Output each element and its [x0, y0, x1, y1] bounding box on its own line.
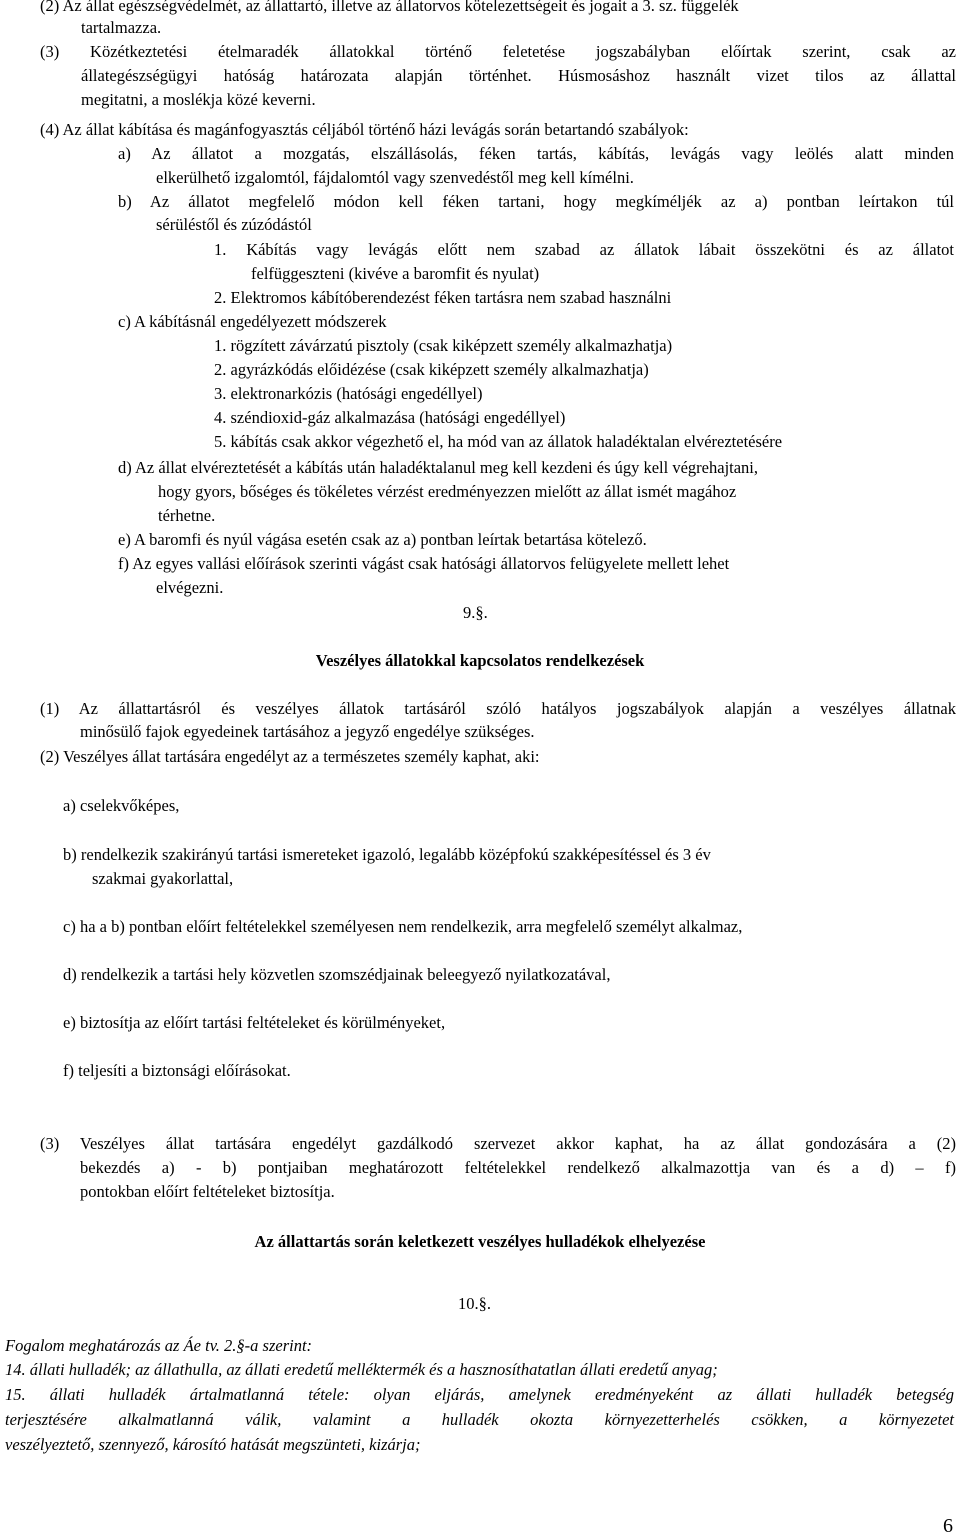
- item-e: e) A baromfi és nyúl vágása esetén csak az a) pontban leírtak betartása kötelező.: [118, 530, 647, 549]
- paragraph-2-line-2: tartalmazza.: [81, 18, 162, 37]
- item-d-line-2: hogy gyors, bőséges és tökéletes vérzést eredményezzen mielőtt az állat ismét magához: [158, 482, 737, 501]
- item-b2: 2. Elektromos kábítóberendezést féken tartásra nem szabad használni: [214, 288, 672, 307]
- paragraph-3-line-3: megitatni, a moslékja közé keverni.: [81, 90, 316, 109]
- item-d-line-1: d) Az állat elvéreztetését a kábítás után haladéktalanul meg kell kezdeni és úgy kell végrehajtani,: [118, 458, 759, 477]
- section-9-item-f: f) teljesíti a biztonsági előírásokat.: [63, 1061, 291, 1080]
- definition-heading: Fogalom meghatározás az Áe tv. 2.§-a szerint:: [5, 1336, 313, 1355]
- item-b1-line-2: felfüggeszteni (kivéve a baromfit és nyulat): [251, 264, 540, 283]
- section-10-number: 10.§.: [458, 1294, 491, 1313]
- paragraph-3-line-2: állategészségügyi hatóság határozata alapján történhet. Húsmosáshoz használt vizet tilos az állattal: [81, 66, 956, 85]
- item-a-line-1: a) Az állatot a mozgatás, elszállásolás, féken tartás, kábítás, levágás vagy leölés alatt minden: [118, 144, 954, 163]
- item-c5: 5. kábítás csak akkor végezhető el, ha mód van az állatok haladéktalan elvéreztetésére: [214, 432, 783, 451]
- definition-15-line-2: terjesztésére alkalmatlanná válik, valamint a hulladék okozta környezetterhelés csökken, a környezetet: [5, 1410, 954, 1429]
- section-9-p2: (2) Veszélyes állat tartására engedélyt az a természetes személy kaphat, aki:: [40, 747, 540, 766]
- item-b-line-2: sérüléstől és zúzódástól: [156, 215, 312, 234]
- section-9-p1-line-1: (1) Az állattartásról és veszélyes állatok tartásáról szóló hatályos jogszabályok alapján a veszélyes állatnak: [40, 699, 956, 718]
- section-9-p3-line-1: (3) Veszélyes állat tartására engedélyt gazdálkodó szervezet akkor kaphat, ha az állat gondozására a (2): [40, 1134, 956, 1153]
- page-number: 6: [943, 1515, 953, 1537]
- section-9-item-c: c) ha a b) pontban előírt feltételekkel személyesen nem rendelkezik, arra megfelelő személyt alkalmaz,: [63, 917, 743, 936]
- section-9-item-d: d) rendelkezik a tartási hely közvetlen szomszédjainak beleegyező nyilatkozatával,: [63, 965, 611, 984]
- item-f-line-2: elvégezni.: [156, 578, 224, 597]
- paragraph-2-line-1: (2) Az állat egészségvédelmét, az állattartó, illetve az állatorvos kötelezettségeit és jogait a 3. sz. függelék: [40, 0, 739, 15]
- item-a-line-2: elkerülhető izgalomtól, fájdalomtól vagy szenvedéstől meg kell kímélni.: [156, 168, 634, 187]
- item-c-heading: c) A kábításnál engedélyezett módszerek: [118, 312, 387, 331]
- section-9-item-b-line-1: b) rendelkezik szakirányú tartási ismereteket igazoló, legalább középfokú szakképesítéssel és 3 év: [63, 845, 711, 864]
- item-c1: 1. rögzített závárzatú pisztoly (csak kiképzett személy alkalmazhatja): [214, 336, 673, 355]
- paragraph-3-line-1: (3) Közétkeztetési ételmaradék állatokkal történő feletetése jogszabályban előírtak szerint, csak az: [40, 42, 956, 61]
- item-f-line-1: f) Az egyes vallási előírások szerinti vágást csak hatósági állatorvos felügyelete mellett lehet: [118, 554, 730, 573]
- item-c4: 4. széndioxid-gáz alkalmazása (hatósági engedéllyel): [214, 408, 566, 427]
- section-9-p3-line-2: bekezdés a) - b) pontjaiban meghatározott feltételekkel rendelkező alkalmazottja van és a d) – f): [80, 1158, 956, 1177]
- item-b1-line-1: 1. Kábítás vagy levágás előtt nem szabad az állatok lábait összekötni és az állatot: [214, 240, 954, 259]
- section-9-item-e: e) biztosítja az előírt tartási feltételeket és körülményeket,: [63, 1013, 446, 1032]
- definition-15-line-1: 15. állati hulladék ártalmatlanná tétele: olyan eljárás, amelynek eredményeként az állati hulladék betegség: [5, 1385, 954, 1404]
- section-9-title: Veszélyes állatokkal kapcsolatos rendelkezések: [315, 651, 645, 670]
- section-10-title: Az állattartás során keletkezett veszélyes hulladékok elhelyezése: [254, 1232, 706, 1251]
- item-c3: 3. elektronarkózis (hatósági engedéllyel): [214, 384, 483, 403]
- item-d-line-3: térhetne.: [158, 506, 216, 525]
- section-9-p1-line-2: minősülő fajok egyedeinek tartásához a jegyző engedélye szükséges.: [80, 722, 535, 741]
- item-c2: 2. agyrázkódás előidézése (csak kiképzett személy alkalmazhatja): [214, 360, 649, 379]
- definition-14: 14. állati hulladék; az állathulla, az állati eredetű melléktermék és a hasznosíthatatlan állati eredetű anyag;: [5, 1360, 718, 1379]
- paragraph-4-line-1: (4) Az állat kábítása és magánfogyasztás céljából történő házi levágás során betartandó szabályok:: [40, 120, 689, 139]
- item-b-line-1: b) Az állatot megfelelő módon kell féken tartani, hogy megkíméljék az a) pontban leírtakon túl: [118, 192, 954, 211]
- section-9-number: 9.§.: [463, 603, 488, 622]
- section-9-item-a: a) cselekvőképes,: [63, 796, 180, 815]
- section-9-p3-line-3: pontokban előírt feltételeket biztosítja.: [80, 1182, 335, 1201]
- definition-15-line-3: veszélyeztető, szennyező, károsító hatását megszünteti, kizárja;: [5, 1435, 421, 1454]
- section-9-item-b-line-2: szakmai gyakorlattal,: [92, 869, 234, 888]
